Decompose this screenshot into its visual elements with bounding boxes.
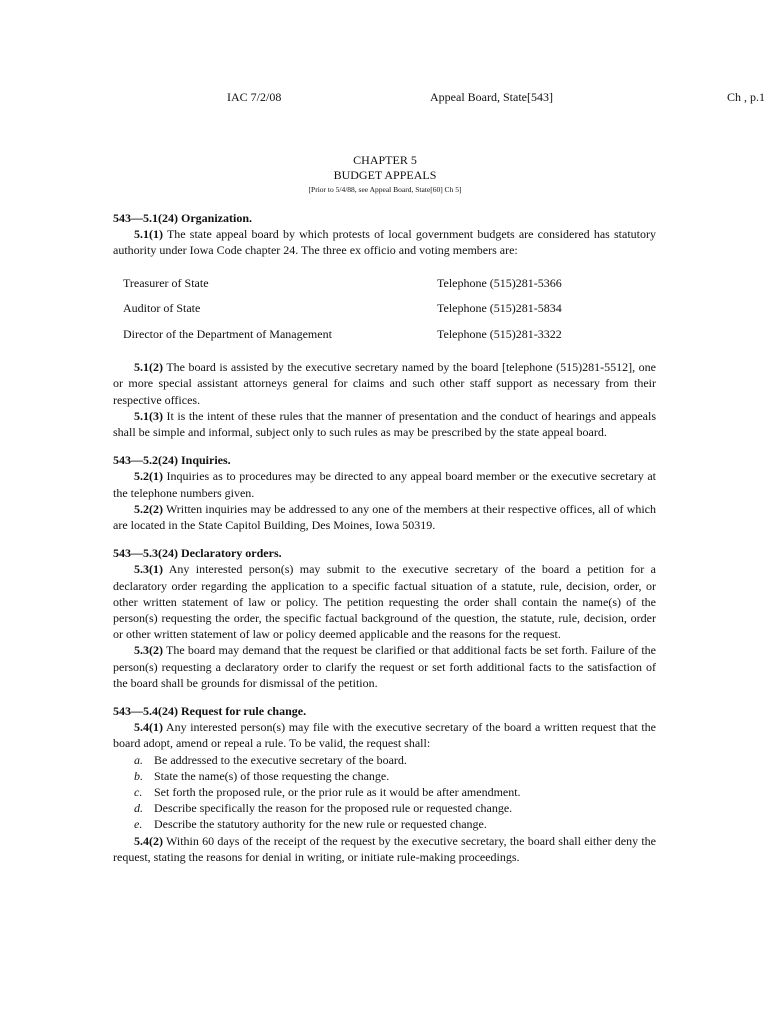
list-text: Describe specifically the reason for the proposed rule or requested change.	[154, 801, 513, 816]
member-name: Director of the Department of Management	[123, 326, 332, 341]
table-row	[123, 322, 623, 348]
chapter-subtitle: BUDGET APPEALS	[333, 168, 437, 182]
member-phone: Telephone (515)281-3322	[437, 326, 562, 341]
list-letter: b.	[134, 768, 143, 783]
paragraph-text: It is the intent of these rules that the manner of presentation and the conduct of hearings and appeals shall be simple and informal, subject only to such rules as may be prescribed by the state appeal board.	[113, 408, 656, 439]
list-letter: c.	[134, 784, 143, 799]
header-agency: Appeal Board, State[543]	[430, 90, 553, 104]
list-text: Describe the statutory authority for the new rule or requested change.	[154, 817, 487, 832]
rule-heading: 543—5.1(24) Organization.	[113, 211, 252, 225]
paragraph-text: The board is assisted by the executive secretary named by the board [telephone (515)281-5512], one or more special assistant attorneys general for claims and such other staff support as necessary from their respective offices.	[113, 360, 656, 407]
paragraph	[113, 359, 656, 408]
header-page: Ch , p.1	[727, 90, 766, 104]
subrule-number: 5.2(2)	[134, 501, 163, 516]
paragraph	[113, 719, 656, 751]
paragraph	[113, 408, 656, 440]
paragraph-text: The board may demand that the request be clarified or that additional facts be set forth. Failure of the person(s) requesting a declaratory order to clarify the request or set forth additional facts to the satisfaction of the board shall be grounds for dismissal of the petition.	[113, 643, 656, 690]
paragraph	[113, 833, 656, 865]
document-body	[113, 210, 656, 865]
subrule-number: 5.1(1)	[134, 227, 163, 242]
list-text: State the name(s) of those requesting the change.	[154, 768, 390, 783]
subrule-number: 5.1(3)	[134, 408, 163, 423]
member-name: Auditor of State	[123, 301, 201, 316]
paragraph	[113, 468, 656, 500]
paragraph	[113, 561, 656, 642]
rule-heading: 543—5.2(24) Inquiries.	[113, 453, 231, 468]
member-name: Treasurer of State	[123, 275, 209, 290]
list-letter: e.	[134, 817, 143, 832]
members-table	[123, 271, 623, 348]
subrule-number: 5.4(1)	[134, 720, 163, 735]
chapter-title: CHAPTER 5	[353, 153, 417, 167]
paragraph-text: The state appeal board by which protests of local government budgets are considered has statutory authority under Iowa Code chapter 24. The three ex officio and voting members are:	[113, 227, 656, 258]
paragraph-text: Written inquiries may be addressed to any one of the members at their respective offices, all of which are located in the State Capitol Building, Des Moines, Iowa 50319.	[113, 501, 656, 532]
list-letter: d.	[134, 801, 143, 816]
list-item	[113, 784, 656, 800]
list-letter: a.	[134, 752, 143, 767]
member-phone: Telephone (515)281-5366	[437, 275, 562, 290]
chapter-note: [Prior to 5/4/88, see Appeal Board, State[60] Ch 5]	[308, 185, 462, 194]
list-item	[113, 752, 656, 768]
list-item	[113, 816, 656, 832]
table-row	[123, 271, 623, 297]
header-date: IAC 7/2/08	[227, 90, 282, 104]
list-item	[113, 800, 656, 816]
paragraph-text: Within 60 days of the receipt of the request by the executive secretary, the board shall either deny the request, stating the reasons for denial in writing, or initiate rule-making proceedings.	[113, 833, 656, 864]
list-text: Set forth the proposed rule, or the prior rule as it would be after amendment.	[154, 784, 521, 799]
subrule-number: 5.3(1)	[134, 562, 163, 577]
subrule-number: 5.1(2)	[134, 360, 163, 375]
member-phone: Telephone (515)281-5834	[437, 301, 562, 316]
paragraph	[113, 226, 656, 258]
list-text: Be addressed to the executive secretary of the board.	[154, 752, 407, 767]
list-item	[113, 768, 656, 784]
subrule-number: 5.4(2)	[134, 833, 163, 848]
paragraph-text: Any interested person(s) may submit to the executive secretary of the board a petition for a declaratory order regarding the application to a specific factual situation of a statute, rule, decision, order, or other written statement of law or policy. The petition requesting the order shall contain the name(s) of the person(s) requesting the order, the specific factual background of the question, the statute, rule, decision, order or other written statement of law or policy deemed applicable and the reasons for the request.	[113, 562, 656, 642]
subrule-number: 5.3(2)	[134, 643, 163, 658]
rule-heading: 543—5.3(24) Declaratory orders.	[113, 546, 282, 561]
paragraph-text: Any interested person(s) may file with the executive secretary of the board a written request that the board adopt, amend or repeal a rule. To be valid, the request shall:	[113, 720, 656, 751]
subrule-number: 5.2(1)	[134, 469, 163, 484]
paragraph	[113, 642, 656, 691]
rule-heading: 543—5.4(24) Request for rule change.	[113, 703, 307, 718]
paragraph	[113, 501, 656, 533]
table-row	[123, 296, 623, 322]
paragraph-text: Inquiries as to procedures may be directed to any appeal board member or the executive secretary at the telephone numbers given.	[113, 469, 656, 500]
